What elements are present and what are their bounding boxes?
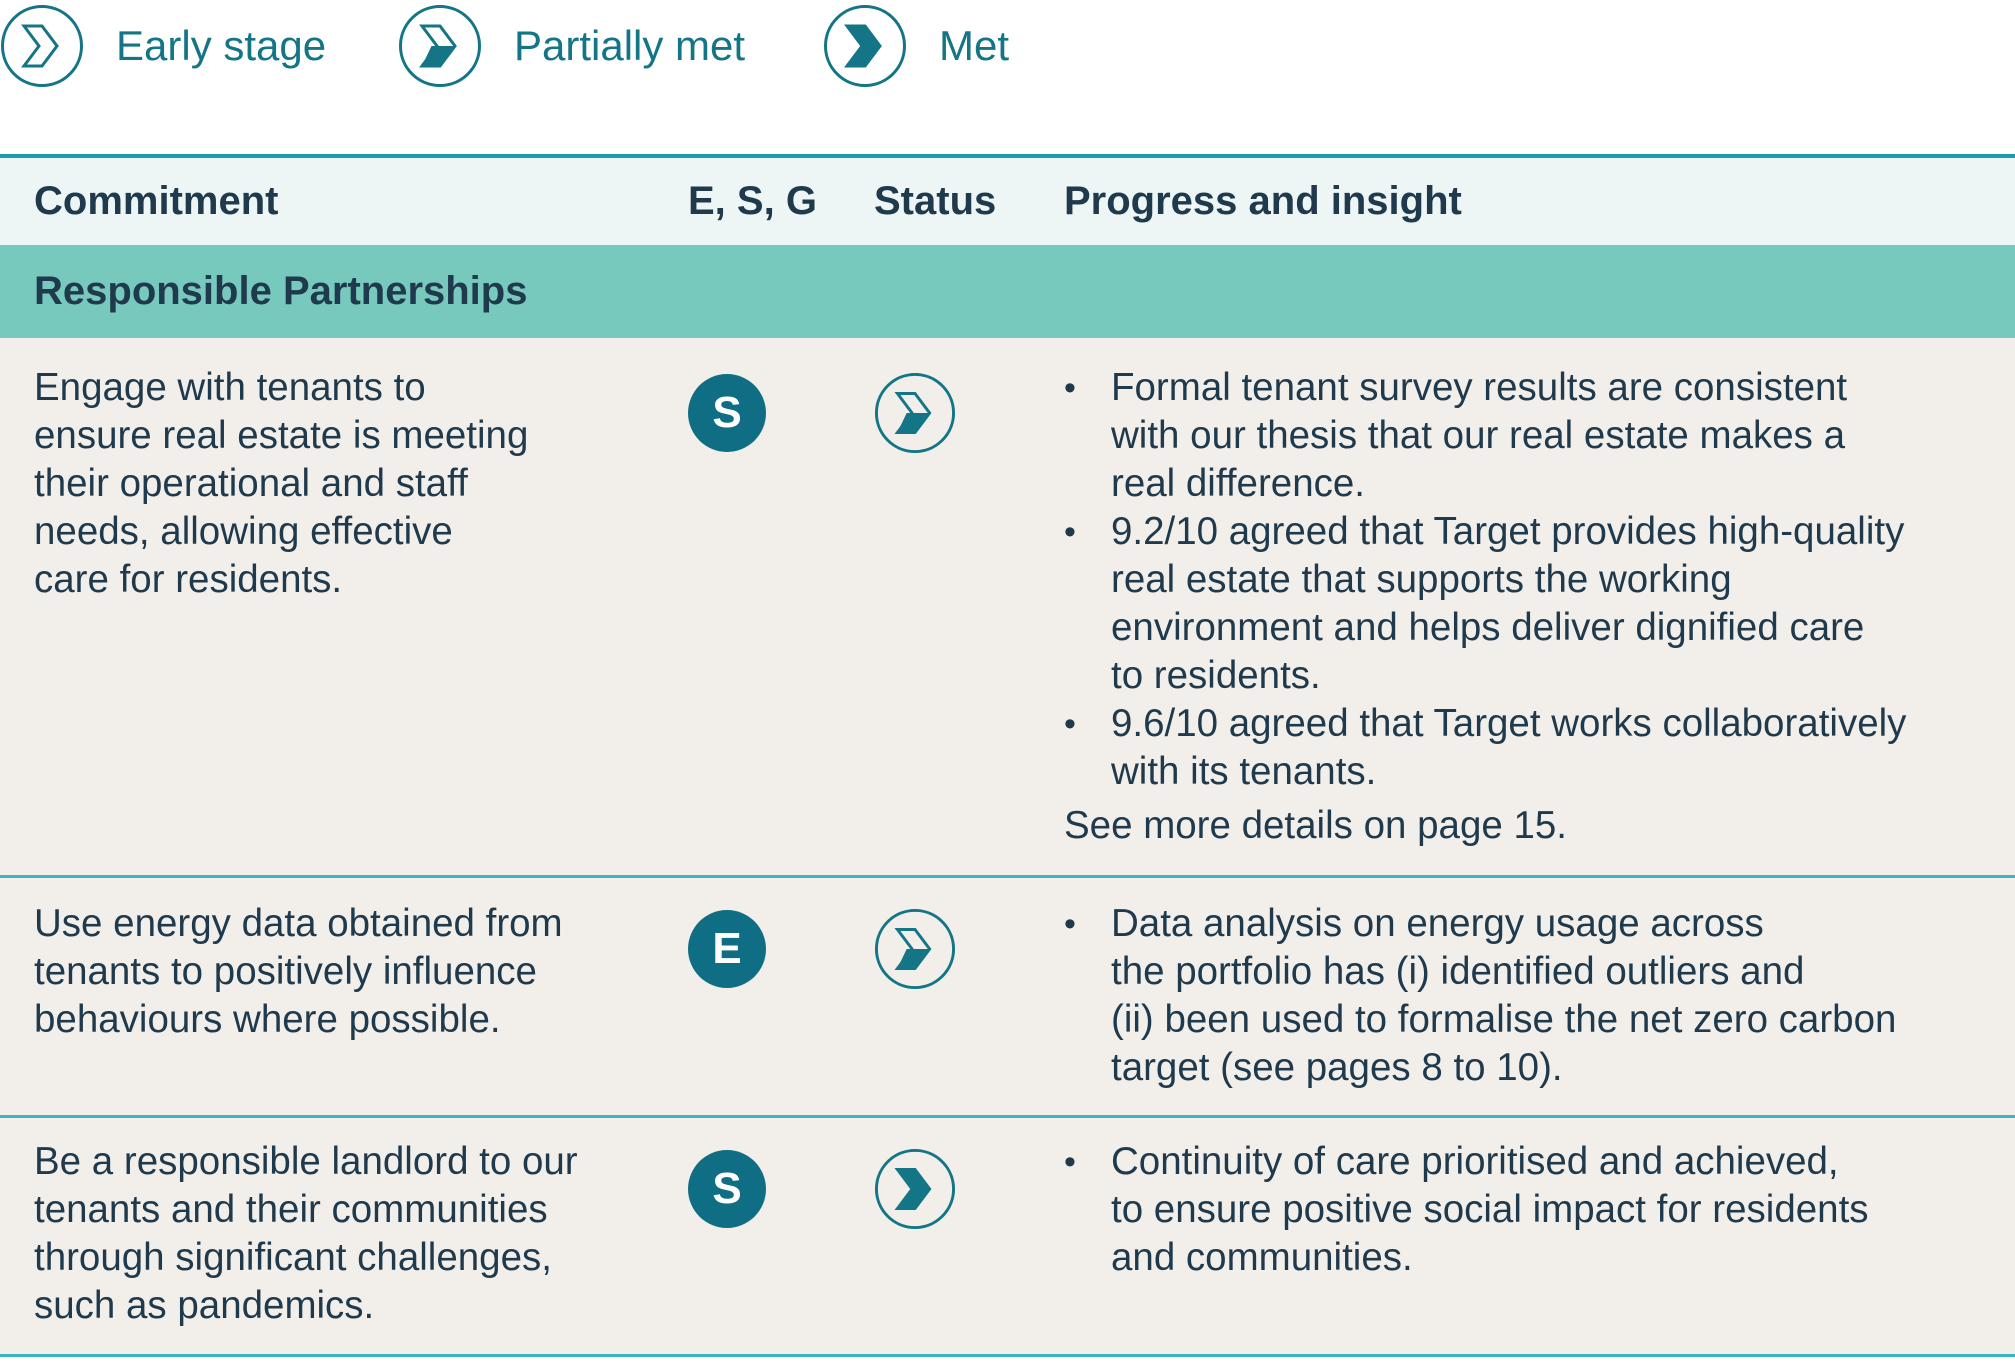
column-header-status: Status [874, 179, 997, 223]
legend-label: Early stage [116, 22, 327, 69]
progress-list [1064, 364, 1994, 796]
esg-badge: E [688, 910, 766, 988]
table-row [0, 1118, 2015, 1357]
progress-note: See more details on page 15. [1064, 804, 1567, 847]
section-title: Responsible Partnerships [34, 269, 528, 313]
chevron-filled-icon [823, 4, 907, 88]
progress-bullet: • 9.2/10 agreed that Target provides high-quality real estate that supports the working environment and helps deliver dignified care to residents. [1064, 508, 1994, 700]
column-header-commitment: Commitment [34, 179, 279, 223]
chevron-half-filled-icon [874, 372, 956, 454]
column-header-progress: Progress and insight [1064, 179, 1462, 223]
legend-label: Met [939, 22, 1010, 69]
column-header-esg: E, S, G [688, 179, 817, 223]
commitments-table [0, 154, 2015, 1357]
progress-list [1064, 900, 1994, 1092]
progress-bullet: • 9.6/10 agreed that Target works collaboratively with its tenants. [1064, 700, 1994, 796]
legend-item-early-stage [0, 4, 326, 88]
progress-cell [1064, 364, 1994, 850]
progress-cell [1064, 900, 1994, 1092]
table-row [0, 338, 2015, 878]
legend-label: Partially met [514, 22, 746, 69]
progress-list [1064, 1138, 1994, 1282]
section-header-row [0, 245, 2015, 338]
progress-bullet: • Continuity of care prioritised and achieved, to ensure positive social impact for residents and communities. [1064, 1138, 1994, 1282]
chevron-half-filled-icon [874, 908, 956, 990]
table-row [0, 878, 2015, 1118]
commitment-text: Be a responsible landlord to our tenants and their communities through significant challenges, such as pandemics. [34, 1140, 578, 1327]
legend-item-partially-met [398, 4, 745, 88]
progress-bullet: • Data analysis on energy usage across the portfolio has (i) identified outliers and (ii) been used to formalise the net zero carbon target (see pages 8 to 10). [1064, 900, 1994, 1092]
commitment-text: Use energy data obtained from tenants to positively influence behaviours where possible. [34, 902, 563, 1041]
chevron-half-filled-icon [398, 4, 482, 88]
esg-badge: S [688, 1150, 766, 1228]
chevron-filled-icon [874, 1148, 956, 1230]
chevron-outline-icon [0, 4, 84, 88]
progress-bullet: • Formal tenant survey results are consistent with our thesis that our real estate makes a real difference. [1064, 364, 1994, 508]
status-legend [0, 0, 1100, 92]
esg-badge: S [688, 374, 766, 452]
commitment-text: Engage with tenants to ensure real estate is meeting their operational and staff needs, allowing effective care for residents. [34, 366, 529, 601]
progress-cell [1064, 1138, 1994, 1282]
table-header-row [0, 154, 2015, 245]
legend-item-met [823, 4, 1009, 88]
